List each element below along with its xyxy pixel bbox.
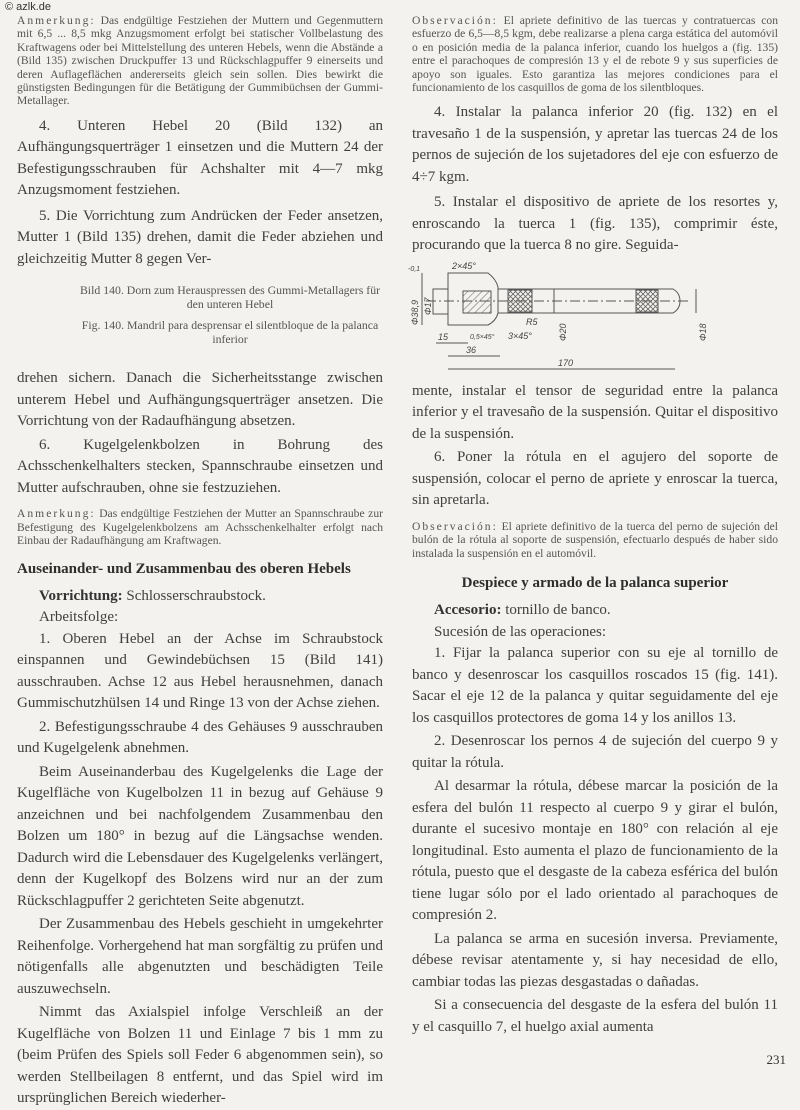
paragraph-5: Si a consecuencia del desgaste de la esfera del bulón 11 y el casquillo 7, el huelgo axial aumenta — [412, 997, 778, 1035]
tool-value: tornillo de banco. — [505, 602, 611, 619]
step-5: 5. Die Vorrichtung zum Andrücken der Feder ansetzen, Mutter 1 (Bild 135) drehen, damit die Feder abziehen und gleichzeitig Mutter 8 gegen Ver- — [17, 207, 383, 267]
dim-label: 170 — [558, 357, 574, 368]
german-column — [17, 0, 383, 1110]
note-anmerkung-1 — [17, 14, 383, 108]
paragraph-3: Al desarmar la rótula, débese marcar la posición de la esfera del bulón 11 respecto al cuerpo 9 y girar el bulón, durante el sucesivo montaje en 180° con relación al eje longitudinal. Esto aumenta el plazo de funcionamiento de la rótula, puesto que el desgaste de la cabeza esférica del bulón tiene lugar sólo por el lado orientado al parachoques de compresión 2. — [412, 778, 778, 924]
section-heading: Auseinander- und Zusammenbau des oberen Hebels — [17, 560, 351, 577]
note-label: Observación: — [412, 519, 498, 533]
paragraph-2: 2. Befestigungsschraube 4 des Gehäuses 9 ausschrauben und Kugelgelenk abnehmen. — [17, 718, 383, 757]
step-4: 4. Instalar la palanca inferior 20 (fig. 132) en el travesaño 1 de la suspensión, y apretar las tuercas 24 de los pernos de sujeción de los sujetadores del eje con esfuerzo de 4÷7 kgm. — [412, 104, 778, 185]
step-6: 6. Poner la rótula en el agujero del soporte de suspensión, colocar el perno de apriete y enroscar la tuerca, sin apretarla. — [412, 449, 778, 509]
note-observacion-2 — [412, 520, 778, 560]
paragraph-4: Der Zusammenbau des Hebels geschieht in umgekehrter Reihenfolge. Vorhergehend hat man sorgfältig zu prüfen und nötigenfalls alle abgenutzten und beschädigten Teile auszuwechseln. — [17, 916, 383, 997]
figure-caption-spanish: Fig. 140. Mandril para desprensar el silentbloque de la palanca inferior — [81, 318, 379, 346]
tool-label: Accesorio: — [434, 602, 502, 619]
note-label: Observación: — [412, 14, 498, 27]
note-anmerkung-2 — [17, 507, 383, 547]
note-label: Anmerkung: — [17, 14, 96, 27]
page-number: 231 — [766, 1052, 786, 1067]
paragraph-5: Nimmt das Axialspiel infolge Verschleiß an der Kugelfläche von Bolzen 11 und Einlage 7 bis 1 mm zu (beim Prüfen des Spiels soll Feder 6 abgenommen sein), so werden Stellbeilagen 8 entfernt, und das Spiel wird im ursprünglichen Bereich wiederher- — [17, 1004, 383, 1107]
note-text: Das endgültige Festziehen der Mutter an Spannschraube zur Befestigung des Kugelgelenkbolzens am Achsschenkelhalter erfolgt nach Einbau der Radaufhängung am Kraftwagen. — [17, 507, 383, 548]
note-observacion-1 — [412, 14, 778, 94]
paragraph-4: La palanca se arma en sucesión inversa. Previamente, débese revisar atentamente y, si hay necesidad de ello, cambiar todas las piezas desgastadas o dañadas. — [412, 930, 778, 990]
dim-label: 0,5×45° — [470, 333, 495, 341]
step-5-continued: drehen sichern. Danach die Sicherheitsstange zwischen unterem Hebel und Aufhängungsquerträger ansetzen. Die Vorrichtung von der Radaufhängung absetzen. — [17, 370, 383, 430]
sequence-label: Sucesión de las operaciones: — [434, 623, 607, 640]
section-heading: Despiece y armado de la palanca superior — [461, 575, 729, 592]
dim-label: Φ20 — [558, 323, 568, 341]
dim-label: Φ17 — [423, 297, 433, 315]
watermark: © azlk.de — [5, 1, 52, 13]
figure-caption-german: Bild 140. Dorn zum Herauspressen des Gummi-Metallagers für den unteren Hebel — [79, 283, 381, 311]
paragraph-2: 2. Desenroscar los pernos 4 de sujeción del cuerpo 9 y quitar la rótula. — [412, 733, 778, 771]
tool-label: Vorrichtung: — [39, 587, 123, 604]
hatched-section — [463, 291, 491, 313]
dim-label: -0,1 — [408, 265, 421, 273]
note-text: Das endgültige Festziehen der Muttern und Gegenmuttern mit 6,5 ... 8,5 mkg Anzugsmoment erfolgt bei statischer Vollbelastung des Kraftwagens oder bei Mittelstellung des unteren Hebels, wenn die Abstände a (Bild 135) zwischen Druckpuffer 13 und Rückschlagpuffer 9 einerseits und deren Auflageflächen andererseits gleich sein sollen. Dies bewirkt die günstigsten Bedingungen für die Betätigung der Gummibüchsen der Gummi-Metallager. — [17, 14, 383, 108]
dim-label: R5 — [526, 316, 538, 327]
tool-line — [17, 586, 383, 608]
step-6: 6. Kugelgelenkbolzen in Bohrung des Achsschenkelhalters stecken, Spannschraube einsetzen und Mutter aufschrauben, ohne sie festzuziehen. — [17, 436, 383, 496]
note-label: Anmerkung: — [17, 507, 96, 521]
note-text: El apriete definitivo de las tuercas y contratuercas con esfuerzo de 6,5—8,5 kgm, debe realizarse a plena carga estática del automóvil o en posición media de la palanca inferior, cuando los huelgos a (fig. 135) entre el parachoques de compresión 13 y el de rebote 9 y sus superficies de apoyo son iguales. Esto garantiza las mejores condiciones para el funcionamiento de los casquillos de goma de los silentbloques. — [412, 14, 778, 95]
paragraph-1: 1. Fijar la palanca superior con su eje al tornillo de banco y desenroscar los casquillos roscados 15 (fig. 141). Sacar el eje 12 de la palanca y quitar seguidamente del eje los casquillos protectores de goma 14 y los anillos 13. — [412, 645, 778, 726]
dim-label: Φ18 — [698, 323, 708, 341]
figure-captions — [17, 284, 383, 346]
sequence-label: Arbeitsfolge: — [39, 609, 119, 626]
note-text: El apriete definitivo de la tuerca del perno de sujeción del bulón de la rótula al soporte de suspensión, efectuarlo después de haber sido instalada la suspensión en el automóvil. — [412, 519, 778, 560]
tool-value: Schlosserschraubstock. — [126, 587, 266, 604]
step-4: 4. Unteren Hebel 20 (Bild 132) an Aufhängungsquerträger 1 einsetzen und die Muttern 24 der Befestigungsschrauben für Achshalter mit 4—7 mkg Anzugsmoment festziehen. — [17, 117, 383, 199]
dim-label: 3×45° — [508, 330, 532, 341]
mandrel-drawing — [408, 259, 708, 379]
paragraph-3: Beim Auseinanderbau des Kugelgelenks die Lage der Kugelfläche von Kugelbolzen 11 in bezug auf Gehäuse 9 anzeichnen und bei nachfolgendem Zusammenbau den Bolzen um 180° in bezug auf die Längsachse wenden. Dadurch wird die Lebensdauer des Kugelgelenks verlängert, denn der Kugelkopf des Bolzens wird nur an der zum Rückschlagpuffer 2 gerichteten Seite abgenutzt. — [17, 763, 383, 909]
dim-label: Φ38,9 — [410, 299, 420, 325]
step-5: 5. Instalar el dispositivo de apriete de los resortes y, enroscando la tuerca 1 (fig. 135), comprimir éste, procurando que la tuerca 8 no gire. Seguida- — [412, 194, 778, 254]
dim-label: 36 — [466, 344, 477, 355]
spanish-column — [412, 0, 778, 1038]
dim-label: 2×45° — [452, 260, 476, 271]
dim-label: 15 — [438, 331, 449, 342]
paragraph-1: 1. Oberen Hebel an der Achse im Schraubstock einspannen und Gewindebüchsen 15 (Bild 141) ausschrauben. Achse 12 aus Hebel herausnehmen, danach Gummischutzhülsen 14 und Ringe 13 von der Achse ziehen. — [17, 630, 383, 712]
step-5-continued: mente, instalar el tensor de seguridad entre la palanca inferior y el travesaño de la suspensión. Quitar el dispositivo de la suspensión. — [412, 382, 778, 442]
tool-line — [412, 600, 778, 622]
